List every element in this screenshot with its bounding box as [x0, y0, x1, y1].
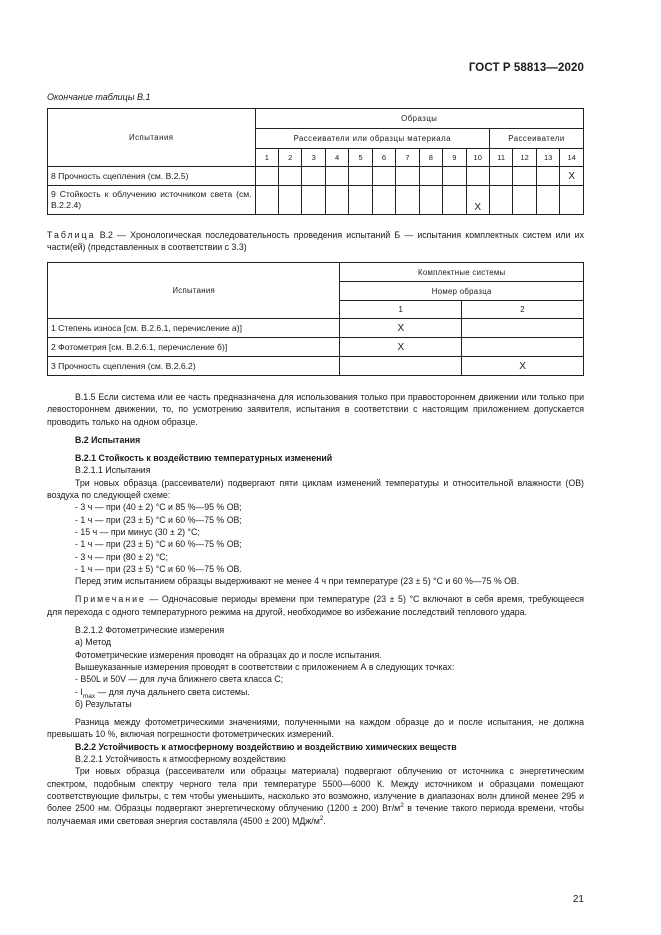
- table1-caption: Окончание таблицы В.1: [47, 92, 151, 102]
- item-results: б) Результаты: [75, 698, 132, 709]
- table2-column-number: 2: [462, 301, 584, 319]
- table2-column-number: 1: [340, 301, 462, 319]
- point-imax-subscript: max: [82, 692, 96, 700]
- heading-b211: В.2.1.1 Испытания: [75, 465, 151, 476]
- list-item: - 1 ч — при (23 ± 5) °С и 60 %—75 % ОВ.: [75, 563, 242, 574]
- table1-column-number: 7: [396, 149, 419, 167]
- table1-column-number: 9: [443, 149, 466, 167]
- table1-subheader-diffusers: Рассеиватели: [489, 129, 583, 149]
- table1-cell-mark: [466, 167, 489, 186]
- table1-cell-mark: [349, 167, 372, 186]
- table-b2: [47, 262, 584, 376]
- table1-column-number: 4: [325, 149, 348, 167]
- table2-cell-mark: Х: [340, 338, 462, 357]
- table2-subheader-sample-number: Номер образца: [340, 282, 584, 301]
- list-item: - 3 ч — при (80 ± 2) °С;: [75, 551, 169, 562]
- paragraph-photometry-1: Фотометрические измерения проводят на образцах до и после испытания.: [75, 649, 382, 660]
- table1-column-number: 6: [372, 149, 395, 167]
- table1-cell-mark: [279, 167, 302, 186]
- table-b1: [47, 108, 584, 215]
- table2-header-tests: Испытания: [48, 263, 340, 319]
- note: [47, 593, 584, 618]
- table2-cell-mark: Х: [340, 319, 462, 338]
- superscript-1: 2: [400, 802, 404, 810]
- table1-column-number: 8: [419, 149, 442, 167]
- table1-cell-mark: [325, 186, 348, 215]
- table1-header-tests: Испытания: [48, 109, 256, 167]
- table1-row-label: 8 Прочность сцепления (см. В.2.5): [48, 167, 256, 186]
- document-page: [47, 0, 584, 935]
- table-row: [48, 167, 584, 186]
- heading-b2: В.2 Испытания: [75, 434, 141, 445]
- table-row: [48, 319, 584, 338]
- table2-caption: [47, 229, 584, 254]
- table1-column-number: 12: [513, 149, 536, 167]
- table1-cell-mark: [255, 186, 278, 215]
- table1-cell-mark: [419, 167, 442, 186]
- table1-cell-mark: [396, 167, 419, 186]
- paragraph-b221-part2: в течение такого периода времени, чтобы получаемая ими световая энергия составляла (4500 ± 200) МДж/м: [47, 803, 584, 826]
- list-item: - 3 ч — при (40 ± 2) °С и 85 %—95 % ОВ;: [75, 502, 242, 513]
- table1-cell-mark: [279, 186, 302, 215]
- table1-cell-mark: [372, 186, 395, 215]
- table1-cell-mark: [560, 186, 584, 215]
- table1-cell-mark: [372, 167, 395, 186]
- list-item: - 1 ч — при (23 ± 5) °С и 60 %—75 % ОВ;: [75, 514, 242, 525]
- paragraph-b211: Три новых образца (рассеиватели) подвергают пяти циклам изменений температуры и относительной влажности (ОВ) воздуха по следующей схеме:: [47, 477, 584, 501]
- table1-cell-mark: [302, 186, 325, 215]
- table1-cell-mark: [443, 167, 466, 186]
- table1-cell-mark: [325, 167, 348, 186]
- table1-column-number: 11: [489, 149, 512, 167]
- table2-cell-mark: [462, 319, 584, 338]
- table1-column-number: 13: [536, 149, 559, 167]
- table1-cell-mark: [349, 186, 372, 215]
- table1-cell-mark: [302, 167, 325, 186]
- table1-header-samples: Образцы: [255, 109, 583, 129]
- cycle-list: [47, 501, 584, 575]
- point-imax: [47, 686, 584, 698]
- table1-column-number: 1: [255, 149, 278, 167]
- table2-cell-mark: [340, 357, 462, 376]
- table1-row-label: 9 Стойкость к облучению источником света (см. В.2.2.4): [48, 186, 256, 215]
- table1-column-number: 5: [349, 149, 372, 167]
- body-text: [47, 391, 584, 827]
- standard-code: ГОСТ Р 58813—2020: [468, 62, 584, 74]
- paragraph-b221-part1: Три новых образца (рассеиватели или образцы материала) подвергают облучению от источника с энергетическим спектром, подобным спектру черного тела при температуре 5500—6000 К. Между источником и образцами помещают соответствующие фильтры, с тем чтобы уменьшить, насколько это возможно, излучение в диапазонах волн длиной менее 295 и более 2500 нм. Образцы подвергают энергетическому облучению (1200 ± 200) Вт/м: [47, 766, 584, 814]
- list-item: - 15 ч — при минус (30 ± 2) °С;: [75, 526, 200, 537]
- heading-b22: В.2.2 Устойчивость к атмосферному воздействию и воздействию химических веществ: [75, 741, 457, 752]
- table2-row-label: 2 Фотометрия [см. В.2.6.1, перечисление б)]: [48, 338, 340, 357]
- table1-cell-mark: [536, 167, 559, 186]
- table1-subheader-materials: Рассеиватели или образцы материала: [255, 129, 489, 149]
- point-imax-symbol: - I: [75, 686, 83, 697]
- heading-b212: В.2.1.2 Фотометрические измерения: [75, 625, 225, 636]
- note-label: Примечание: [75, 594, 146, 605]
- paragraph-preconditioning: Перед этим испытанием образцы выдерживают не менее 4 ч при температуре (23 ± 5) °С и 60 %—75 % ОВ.: [75, 576, 520, 587]
- table1-column-number: 10: [466, 149, 489, 167]
- table2-cell-mark: Х: [462, 357, 584, 376]
- item-method: а) Метод: [75, 637, 112, 648]
- paragraph-photometry-2: Вышеуказанные измерения проводят в соответствии с приложением А в следующих точках:: [75, 661, 455, 672]
- table2-row-label: 3 Прочность сцепления (см. В.2.6.2): [48, 357, 340, 376]
- paragraph-b15: В.1.5 Если система или ее часть предназначена для использования только при правостороннем движении или только при левостороннем движении, то, по усмотрению заявителя, испытания в соответствии с настоящим приложением допускается проводить только на одном образце.: [47, 392, 584, 427]
- table1-cell-mark: [513, 167, 536, 186]
- table1-cell-mark: [396, 186, 419, 215]
- table1-cell-mark: [255, 167, 278, 186]
- point-imax-text: — для луча дальнего света системы.: [95, 686, 250, 697]
- table1-column-number: 3: [302, 149, 325, 167]
- table1-cell-mark: [419, 186, 442, 215]
- heading-b221: В.2.2.1 Устойчивость к атмосферному воздействию: [75, 754, 286, 765]
- table2-cell-mark: [462, 338, 584, 357]
- table-row: [48, 357, 584, 376]
- table1-cell-mark: [489, 167, 512, 186]
- table2-caption-text: В.2 — Хронологическая последовательность проведения испытаний Б — испытания комплектных систем или их части(ей) (представленных в соответствии с 3.3): [47, 230, 584, 253]
- table1-cell-mark: [513, 186, 536, 215]
- paragraph-b221: [47, 765, 584, 826]
- list-item: - 1 ч — при (23 ± 5) °С и 60 %—75 % ОВ;: [75, 539, 242, 550]
- table1-column-number: 2: [279, 149, 302, 167]
- table1-column-number: 14: [560, 149, 584, 167]
- table1-cell-mark: Х: [560, 167, 584, 186]
- table-row: [48, 186, 584, 215]
- table1-cell-mark: [489, 186, 512, 215]
- superscript-2: 2: [319, 814, 324, 822]
- table-row: [48, 338, 584, 357]
- table2-caption-prefix: Таблица: [47, 230, 96, 240]
- point-b50l: - B50L и 50V — для луча ближнего света класса С;: [75, 674, 284, 685]
- paragraph-b221-end: .: [323, 815, 326, 826]
- table1-cell-mark: [443, 186, 466, 215]
- table1-cell-mark: Х: [466, 186, 489, 215]
- table2-header-systems: Комплектные системы: [340, 263, 584, 282]
- note-text: — Одночасовые периоды времени при температуре (23 ± 5) °С включают в себя время, требующееся для перехода с одного температурного режима на другой, необходимое во избежание последствий теплового удара.: [47, 594, 584, 617]
- table1-cell-mark: [536, 186, 559, 215]
- table2-row-label: 1 Степень износа [см. В.2.6.1, перечисление а)]: [48, 319, 340, 338]
- heading-b21: В.2.1 Стойкость к воздействию температурных изменений: [75, 453, 333, 464]
- page-number: 21: [572, 894, 584, 905]
- paragraph-results: Разница между фотометрическими значениями, полученными на каждом образце до и после испытания, не должна превышать 10 %, включая погрешности фотометрических измерений.: [47, 717, 584, 740]
